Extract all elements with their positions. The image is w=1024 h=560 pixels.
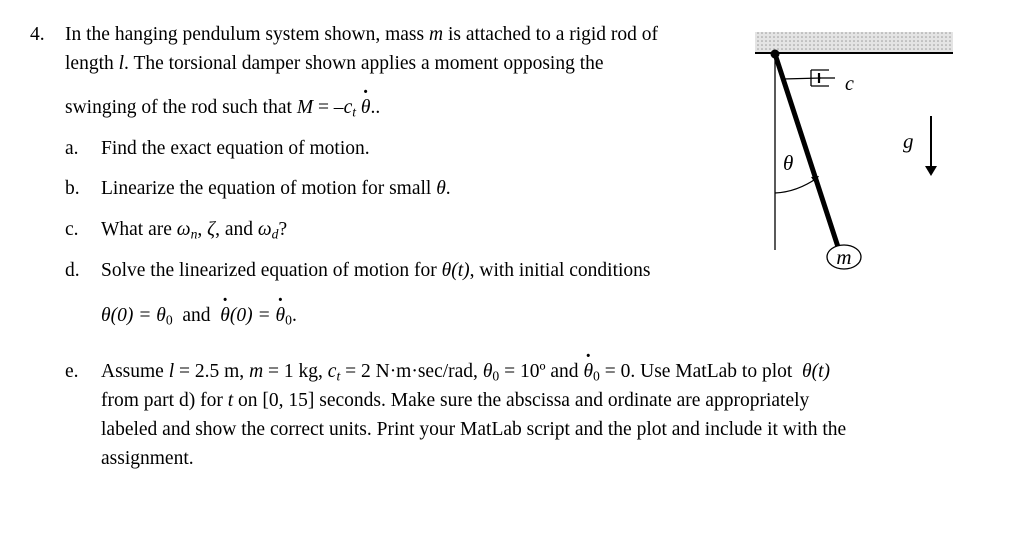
- pendulum-figure: [745, 20, 960, 280]
- part-label: a.: [65, 138, 79, 159]
- theta-dot: · θ: [220, 305, 230, 327]
- part-text: Find the exact equation of motion.: [101, 138, 370, 159]
- theta-dot: · θ: [276, 305, 286, 327]
- initial-conditions: $\theta(0) = \theta_0$ and · θ(0) = · $\theta_0$.: [101, 305, 297, 328]
- torsional-damper: [783, 70, 835, 86]
- part-text-line-1: Assume l = 2.5 m, m = 1 kg, $c_t = 2$ N·m·sec/rad, $\theta_0$ = 10º and · $\theta_0 = 0$. Use MatLab to plot θ(t): [101, 361, 830, 384]
- intro-line-1: In the hanging pendulum system shown, mass m is attached to a rigid rod of: [65, 24, 659, 45]
- part-text-line-4: assignment.: [101, 448, 194, 469]
- problem-number: 4.: [30, 24, 45, 45]
- damper-label: c: [845, 73, 854, 95]
- gravity-label: g: [903, 129, 914, 153]
- part-label: c.: [65, 219, 79, 240]
- intro-line-2: length l. The torsional damper shown applies a moment opposing the: [65, 53, 604, 74]
- intro-line-3: swinging of the rod such that $M = -c_t \cdot \theta$..: [65, 97, 380, 120]
- pivot-point: [771, 50, 780, 59]
- part-text: Solve the linearized equation of motion for θ(t), with initial conditions: [101, 260, 651, 281]
- theta-dot: · θ: [583, 361, 593, 383]
- part-text: What are $\omega_n$, ζ, and $\omega_d$?: [101, 219, 288, 242]
- theta-arc: [775, 178, 817, 193]
- ceiling-hatch: [755, 32, 953, 53]
- part-text-line-2: from part d) for t on [0, 15] seconds. Make sure the abscissa and ordinate are appropriately: [101, 390, 810, 411]
- gravity-arrow-icon: [925, 166, 937, 176]
- part-label: b.: [65, 178, 80, 199]
- mass-label: m: [836, 245, 852, 269]
- part-text-line-3: labeled and show the correct units. Print your MatLab script and the plot and include it with the: [101, 419, 847, 440]
- theta-dot: · θ: [361, 97, 371, 119]
- part-text: Linearize the equation of motion for small θ.: [101, 178, 451, 199]
- part-label: d.: [65, 260, 80, 281]
- part-label: e.: [65, 361, 79, 382]
- theta-label: θ: [783, 151, 794, 175]
